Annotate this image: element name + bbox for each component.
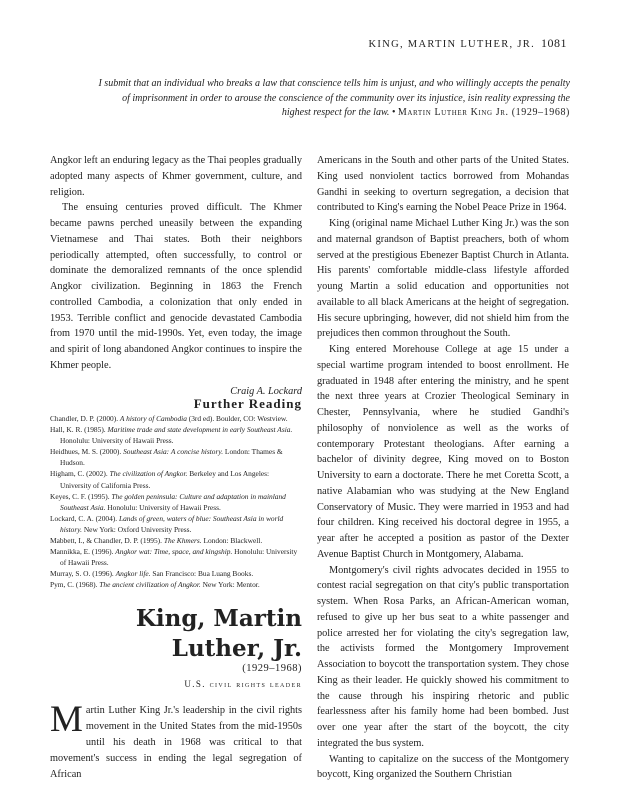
article-paragraph: King (original name Michael Luther King Jr.) was the son and maternal grandson of Baptist preachers, both of whom served at the prestigious Ebenezer Baptist Church in Atlanta. His parents' comfortable middle-class lifestyle afforded young Martin a solid education and opportunities not available to all black Americans at the height of segregation. His secure upbringing, however, did not shield him from the prejudices then common throughout the South.: [317, 218, 569, 340]
quote-attribution: Martin Luther King Jr. (1929–1968): [397, 107, 570, 118]
running-title: KING, MARTIN LUTHER, JR.: [368, 39, 535, 50]
entry-title-line-2: Luther, Jr.: [171, 635, 302, 662]
article-paragraph: Americans in the South and other parts of the United States. King used nonviolent tactics borrowed from Mohandas Gandhi in seeking to overturn segregation, a decision that contributed to King's earning the Nobel Peace Prize in 1964.: [317, 155, 569, 214]
reference-item: Chandler, D. P. (2000). A history of Cambodia (3rd ed). Boulder, CO: Westview.: [50, 414, 288, 423]
reference-item: Mabbett, I., & Chandler, D. P. (1995). The Khmers. London: Blackwell.: [50, 536, 263, 546]
reference-list: [50, 413, 302, 591]
entry-title: [50, 604, 302, 664]
entry-first-paragraph-text: artin Luther King Jr.'s leadership in the civil rights movement in the United States from the mid-1950s until his death in 1968 was critical to that movement's success in ending the legal segregation of African: [50, 705, 302, 780]
article-paragraph: Angkor left an enduring legacy as the Thai peoples gradually adopted many aspects of Khmer government, culture, and religion.: [50, 155, 302, 198]
quote-text: I submit that an individual who breaks a law that conscience tells him is unjust, and who willingly accepts the penalty of imprisonment in order to arouse the conscience of the community over its injustice, isin reality expressing the highest respect for the law.: [98, 78, 570, 118]
page-number: 1081: [541, 36, 567, 50]
epigraph-quote: [95, 77, 570, 121]
right-column: [317, 153, 569, 783]
drop-cap: M: [50, 699, 83, 740]
article-paragraph: Wanting to capitalize on the success of the Montgomery boycott, King organized the Southern Christian: [317, 753, 569, 781]
article-paragraph: The ensuing centuries proved difficult. The Khmer became pawns perched uneasily between the expanding Vietnamese and Thai states. Both their neighbors periodically attempted, often successfully, to control or dominate the demoralized remnants of the once splendid Angkor civilization. Beginning in 1863 the French controlled Cambodia, a colonization that only ended in 1953. Terrible conflict and genocide devastated Cambodia from 1970 until the mid-1990s. Yet, even today, the image and spirit of long abandoned Angkor continues to inspire the Khmer people.: [50, 202, 302, 371]
article-paragraph: Montgomery's civil rights advocates decided in 1955 to contest racial segregation on that city's public transportation system. When Rosa Parks, an African-American woman, refused to give up her bus seat to a white passenger and police arrested her for violating the city's segregation law, the activists formed the Montgomery Improvement Association to boycott the transportation system. They chose King as their leader. He quickly showed his commitment to the cause through his inspiring rhetoric and public fearlessness after his family home had been bombed. Just over one year after the start of the boycott, the city integrated the bus system.: [317, 564, 569, 749]
entry-dates: (1929–1968): [242, 663, 302, 674]
entry-first-paragraph: [50, 699, 302, 783]
left-column: [50, 153, 302, 399]
reference-item: Higham, C. (2002). The civilization of Angkor. Berkeley and Los Angeles: University of California Press.: [50, 469, 270, 490]
reference-item: Heidhues, M. S. (2000). Southeast Asia: A concise history. London: Thames & Hudson.: [50, 447, 283, 468]
reference-item: Keyes, C. F. (1995). The golden peninsula: Culture and adaptation in mainland Southeast Asia. Honolulu: University of Hawaii Press.: [50, 491, 286, 512]
reference-item: Murray, S. O. (1996). Angkor life. San Francisco: Bua Luang Books.: [50, 569, 254, 579]
reference-item: Mannikka, E. (1996). Angkor wat: Time, space, and kingship. Honolulu: University of Hawaii Press.: [50, 547, 298, 568]
quote-bullet: •: [391, 107, 396, 118]
author-signature: Craig A. Lockard: [230, 385, 302, 397]
further-reading-title: Further Reading: [193, 396, 302, 411]
running-header: [369, 36, 567, 51]
reference-item: Lockard, C. A. (2004). Lands of green, waters of blue: Southeast Asia in world history. New York: Oxford University Press.: [50, 513, 284, 534]
reference-item: Pym, C. (1968). The ancient civilization of Angkor. New York: Mentor.: [50, 580, 260, 590]
entry-role: U.S. civil rights leader: [184, 679, 302, 689]
reference-item: Hall, K. R. (1985). Maritime trade and state development in early Southeast Asia. Honolulu: University of Hawaii Press.: [50, 425, 293, 446]
article-paragraph: King entered Morehouse College at age 15 under a special wartime program intended to boost enrollment. He graduated in 1948 after entering the ministry, and he spent the next three years at Crozier Theological Seminary in Chester, Pennsylvania, where he studied Gandhi's philosophy of nonviolence as well as the works of contemporary Protestant theologians. After earning a bachelor of divinity degree, King moved on to Boston University to earn a doctorate. There he met Coretta Scott, a native Alabamian who was studying at the New England Conservatory of Music. They were married in 1953 and had four children. King received his doctoral degree in 1955, a year after he accepted a position as pastor of the Dexter Avenue Baptist Church in Montgomery, Alabama.: [317, 344, 569, 560]
entry-title-line-1: King, Martin: [135, 605, 302, 632]
